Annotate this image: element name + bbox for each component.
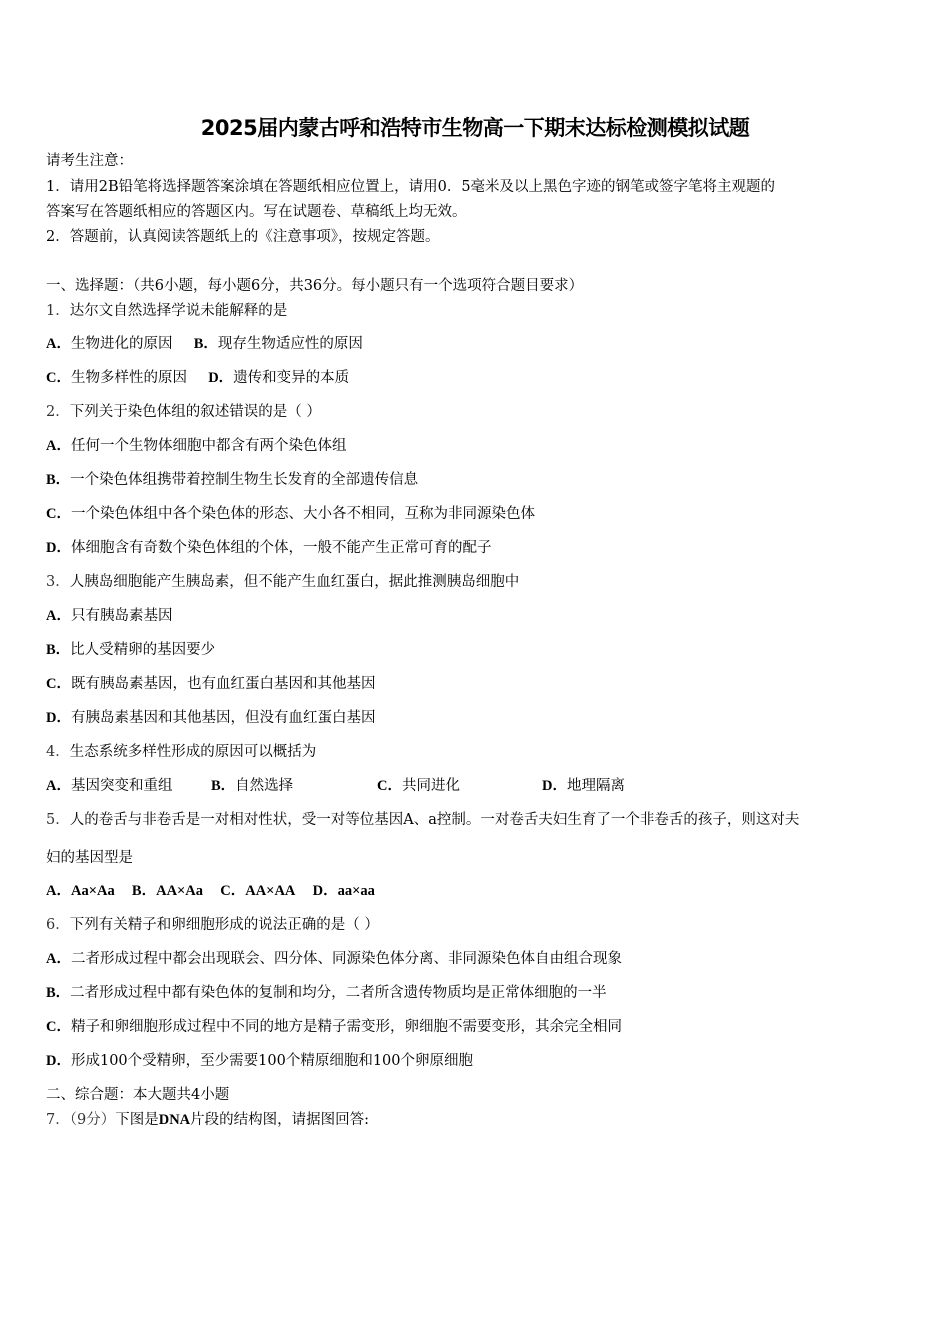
option-text: 精子和卵细胞形成过程中不同的地方是精子需变形，卵细胞不需要变形，其余完全相同 xyxy=(70,1019,622,1035)
option-letter: C． xyxy=(46,1019,71,1035)
option-text: 只有胰岛素基因 xyxy=(70,608,173,624)
option-letter: B． xyxy=(46,642,71,658)
option-letter: A． xyxy=(46,951,71,967)
option-text: AA×AA xyxy=(245,883,296,899)
question-6-option-a xyxy=(46,949,622,969)
question-3-option-a xyxy=(46,606,172,626)
question-number: 3． xyxy=(46,574,70,590)
question-5 xyxy=(46,810,799,830)
option-text: 二者形成过程中都有染色体的复制和均分，二者所含遗传物质均是正常体细胞的一半 xyxy=(70,985,607,1001)
question-2-option-b xyxy=(46,470,418,490)
option-text: 二者形成过程中都会出现联会、四分体、同源染色体分离、非同源染色体自由组合现象 xyxy=(70,951,622,967)
option-letter: D． xyxy=(46,1053,71,1069)
option-letter: B． xyxy=(193,336,218,352)
question-6-option-d xyxy=(46,1051,473,1071)
option-letter: D． xyxy=(46,540,71,556)
section-heading-comprehensive: 二、综合题：本大题共4小题 xyxy=(46,1087,230,1103)
option-letter: D． xyxy=(312,883,338,899)
option-text: 基因突变和重组 xyxy=(70,778,173,794)
question-4-option-b xyxy=(211,776,293,796)
option-letter: C． xyxy=(46,676,71,692)
option-letter: C． xyxy=(220,883,246,899)
question-4-option-d xyxy=(542,776,625,796)
option-text: 自然选择 xyxy=(235,778,294,794)
page-title: 2025届内蒙古呼和浩特市生物高一下期末达标检测模拟试题 xyxy=(200,116,750,140)
option-letter: C． xyxy=(46,506,71,522)
question-number: 4． xyxy=(46,744,70,760)
question-1-options-row-2 xyxy=(46,368,349,388)
question-number: 6． xyxy=(46,917,70,933)
option-text: 既有胰岛素基因，也有血红蛋白基因和其他基因 xyxy=(70,676,376,692)
question-3 xyxy=(46,572,519,592)
question-number: 2． xyxy=(46,404,70,420)
question-4 xyxy=(46,742,316,762)
question-1-options-row-1 xyxy=(46,334,363,354)
option-letter: C． xyxy=(46,370,71,386)
option-letter: D． xyxy=(542,778,567,794)
question-stem-pre: 下图是 xyxy=(115,1112,159,1128)
option-letter: A． xyxy=(46,883,71,899)
option-letter: A． xyxy=(46,778,71,794)
question-number: 5． xyxy=(46,812,70,828)
option-letter: A． xyxy=(46,438,71,454)
question-2-option-c xyxy=(46,504,535,524)
question-6-option-b xyxy=(46,983,607,1003)
question-stem: 人的卷舌与非卷舌是一对相对性状，受一对等位基因A、a控制。一对卷舌夫妇生育了一个非卷舌的孩子，则这对夫 xyxy=(69,812,800,828)
option-letter: A． xyxy=(46,608,71,624)
option-text: 比人受精卵的基因要少 xyxy=(70,642,216,658)
notice-heading: 请考生注意： xyxy=(46,153,133,169)
question-6 xyxy=(46,915,379,935)
option-text: 一个染色体组携带着控制生物生长发育的全部遗传信息 xyxy=(70,472,419,488)
option-text: 生物多样性的原因 xyxy=(70,370,187,386)
option-letter: C． xyxy=(377,778,402,794)
question-stem-dna: DNA xyxy=(158,1112,191,1128)
question-4-option-c xyxy=(377,776,460,796)
option-text: 现存生物适应性的原因 xyxy=(217,336,363,352)
option-letter: B． xyxy=(46,985,71,1001)
option-letter: B． xyxy=(46,472,71,488)
question-2 xyxy=(46,402,321,422)
question-2-option-a xyxy=(46,436,346,456)
question-stem-post: 片段的结构图，请据图回答: xyxy=(190,1112,370,1128)
option-text: 一个染色体组中各个染色体的形态、大小各不相同，互称为非同源染色体 xyxy=(70,506,535,522)
option-text: 生物进化的原因 xyxy=(70,336,173,352)
option-text: 共同进化 xyxy=(401,778,460,794)
section-heading-choice: 一、选择题：（共6小题，每小题6分，共36分。每小题只有一个选项符合题目要求） xyxy=(46,278,584,294)
question-3-option-d xyxy=(46,708,375,728)
question-stem: 下列关于染色体组的叙述错误的是（ ） xyxy=(69,404,321,420)
question-7 xyxy=(46,1110,369,1130)
question-stem: 生态系统多样性形成的原因可以概括为 xyxy=(69,744,317,760)
question-stem: 人胰岛细胞能产生胰岛素，但不能产生血红蛋白，据此推测胰岛细胞中 xyxy=(69,574,520,590)
option-text: Aa×Aa xyxy=(70,883,115,899)
option-text: 地理隔离 xyxy=(566,778,625,794)
option-text: 形成100个受精卵，至少需要100个精原细胞和100个卵原细胞 xyxy=(70,1053,474,1069)
question-score: （9分） xyxy=(69,1112,116,1128)
option-text: 任何一个生物体细胞中都含有两个染色体组 xyxy=(70,438,347,454)
question-1 xyxy=(46,301,287,321)
question-5-options xyxy=(46,881,375,901)
option-letter: D． xyxy=(46,710,71,726)
option-text: 遗传和变异的本质 xyxy=(233,370,350,386)
question-4-option-a xyxy=(46,776,172,796)
option-letter: B． xyxy=(211,778,236,794)
question-number: 7． xyxy=(46,1112,70,1128)
option-text: AA×Aa xyxy=(156,883,204,899)
option-text: 有胰岛素基因和其他基因，但没有血红蛋白基因 xyxy=(70,710,376,726)
option-letter: A． xyxy=(46,336,71,352)
question-stem: 达尔文自然选择学说未能解释的是 xyxy=(69,303,288,319)
notice-item-1: 1．请用2B铅笔将选择题答案涂填在答题纸相应位置上，请用0．5毫米及以上黑色字迹的钢笔或签字笔将主观题的 xyxy=(46,179,776,195)
option-letter: B． xyxy=(131,883,157,899)
notice-item-2: 2．答题前，认真阅读答题纸上的《注意事项》，按规定答题。 xyxy=(46,229,440,245)
notice-item-1-cont: 答案写在答题纸相应的答题区内。写在试题卷、草稿纸上均无效。 xyxy=(46,204,467,220)
question-3-option-c xyxy=(46,674,375,694)
question-3-option-b xyxy=(46,640,215,660)
question-2-option-d xyxy=(46,538,491,558)
question-5-stem-cont: 妇的基因型是 xyxy=(46,850,133,866)
question-6-option-c xyxy=(46,1017,622,1037)
option-text: aa×aa xyxy=(337,883,375,899)
option-text: 体细胞含有奇数个染色体组的个体，一般不能产生正常可育的配子 xyxy=(70,540,492,556)
question-number: 1． xyxy=(46,303,70,319)
question-stem: 下列有关精子和卵细胞形成的说法正确的是（ ） xyxy=(69,917,379,933)
option-letter: D． xyxy=(208,370,234,386)
